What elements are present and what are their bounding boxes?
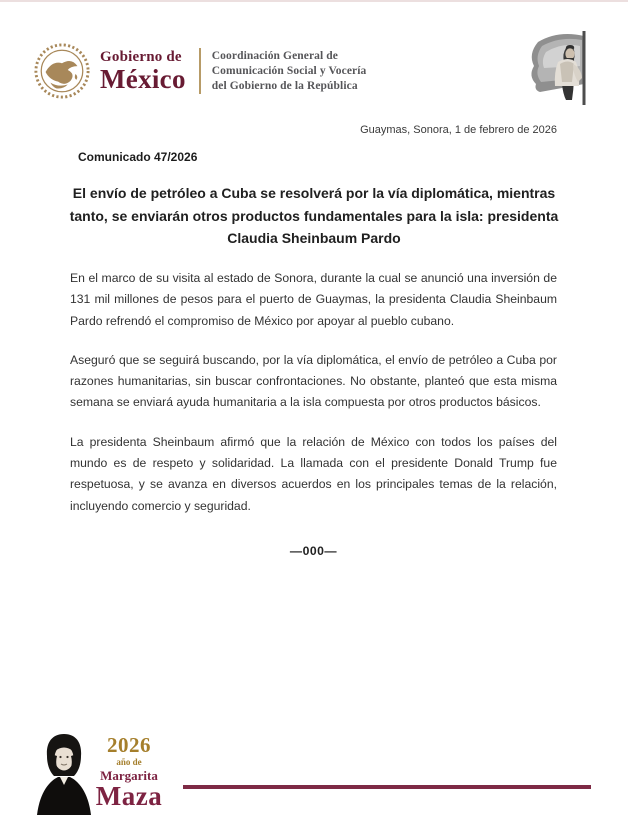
mexico-eagle-seal-icon [33, 42, 91, 100]
header-divider [199, 48, 201, 94]
maza-year: 2026 [107, 733, 151, 757]
body-paragraph-1: En el marco de su visita al estado de Sonora, durante la cual se anunció una inversión de 131 mil millones de pesos para el puerto de Guaymas, la presidenta Claudia Sheinbaum Pardo refrendó el compromiso de México por apoyar al pueblo cubano. [70, 271, 557, 328]
closing-mark: —000— [289, 543, 338, 558]
body-paragraph-2: Aseguró que se seguirá buscando, por la vía diplomática, el envío de petróleo a Cuba por razones humanitarias, sin buscar confrontaciones. No obstante, planteó que esta misma semana se enviará ayuda humanitaria a la isla compuesta por otros productos básicos. [70, 352, 557, 410]
agency-line-1: Coordinación General de [211, 49, 339, 62]
gobierno-de-mexico-wordmark [100, 50, 186, 93]
document-header [33, 42, 366, 100]
maza-year-subtitle: año de [116, 757, 142, 767]
press-release-headline [54, 182, 574, 250]
footer-accent-bar [183, 785, 591, 789]
woman-with-flag-image [526, 28, 602, 108]
brand-line-2: México [100, 63, 186, 94]
agency-name [212, 49, 367, 94]
maza-last-name: Maza [95, 781, 163, 811]
headline-text: El envío de petróleo a Cuba se resolverá por la vía diplomática, mientras tanto, se enviarán otros productos fundamentales para la isla: presidenta Claudia Sheinbaum Pardo [69, 185, 559, 246]
agency-line-3: del Gobierno de la República [211, 79, 358, 92]
press-release-body [70, 268, 557, 558]
year-of-margarita-maza-logo [94, 735, 164, 810]
brand-line-1: Gobierno de [100, 48, 182, 65]
maza-first-name: Margarita [100, 768, 158, 783]
margarita-maza-portrait-image [33, 731, 95, 815]
agency-line-2: Comunicación Social y Vocería [211, 64, 367, 77]
dateline: Guaymas, Sonora, 1 de febrero de 2026 [360, 124, 557, 136]
body-paragraph-3: La presidenta Sheinbaum afirmó que la relación de México con todos los países del mundo es de respeto y solidaridad. La llamada con el presidente Donald Trump fue respetuosa, y se avanza en diversos acuerdos en los principales temas de la relación, incluyendo comercio y seguridad. [70, 434, 557, 513]
comunicado-number: Comunicado 47/2026 [78, 150, 198, 164]
